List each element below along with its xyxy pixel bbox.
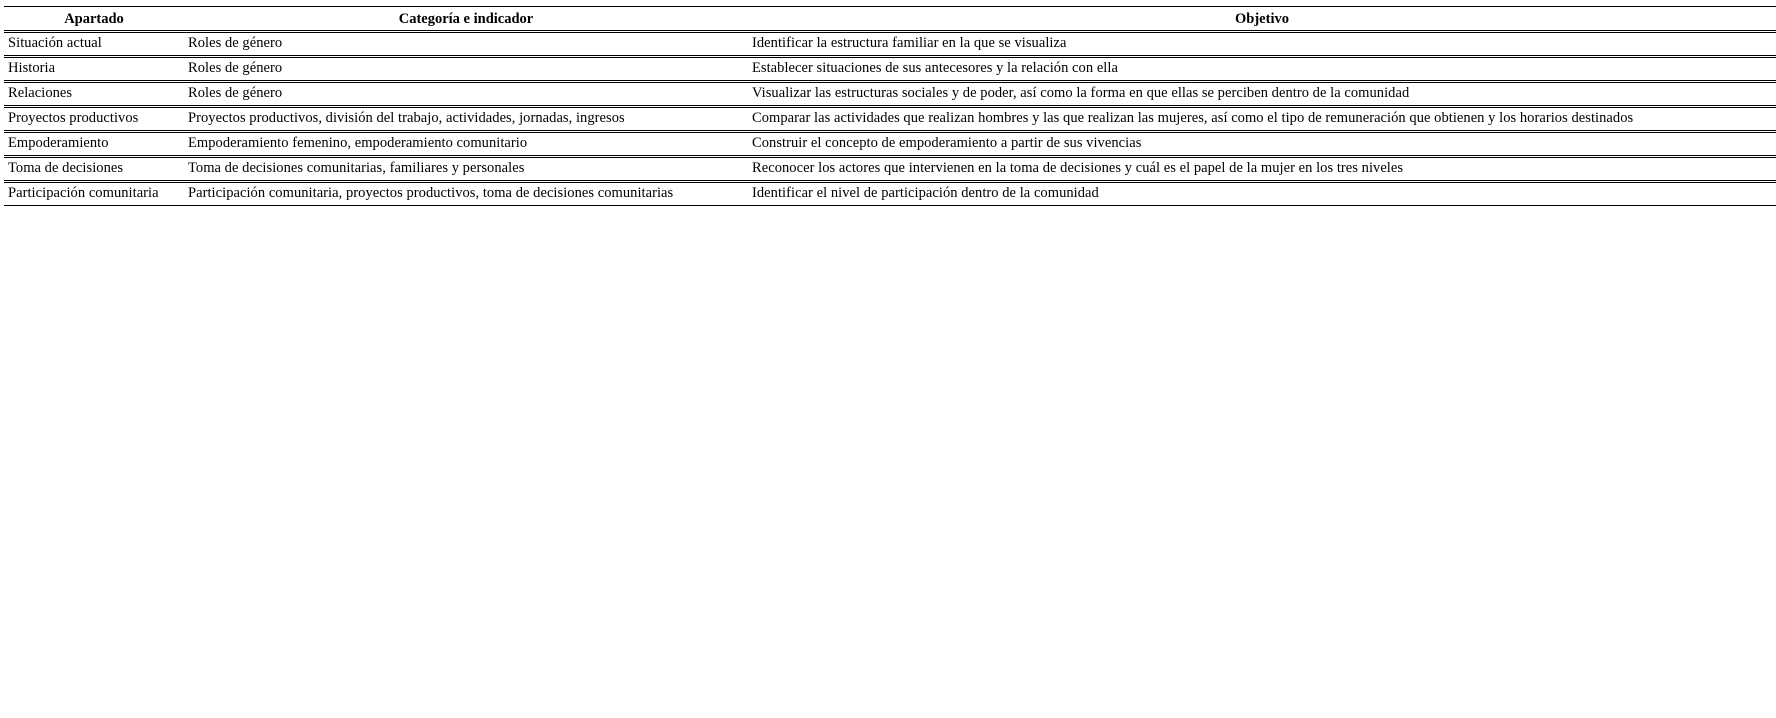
table-row (4, 82, 1776, 107)
cell-objetivo: Identificar el nivel de participación dentro de la comunidad (752, 185, 1099, 202)
header-categoria-indicador: Categoría e indicador (398, 10, 534, 27)
cell-apartado: Proyectos productivos (8, 110, 139, 127)
objectives-table (4, 6, 1776, 206)
cell-apartado: Historia (8, 60, 56, 77)
header-apartado: Apartado (64, 10, 124, 27)
table-row (4, 107, 1776, 132)
cell-categoria: Roles de género (188, 85, 283, 102)
cell-objetivo: Identificar la estructura familiar en la que se visualiza (752, 35, 1067, 52)
table-row (4, 57, 1776, 82)
objectives-table-container (4, 6, 1776, 206)
table-row (4, 157, 1776, 182)
cell-apartado: Toma de decisiones (8, 160, 124, 177)
cell-objetivo: Visualizar las estructuras sociales y de poder, así como la forma en que ellas se perciben dentro de la comunidad (752, 85, 1410, 102)
cell-objetivo: Establecer situaciones de sus antecesores y la relación con ella (752, 60, 1118, 77)
cell-categoria: Proyectos productivos, división del trabajo, actividades, jornadas, ingresos (188, 110, 625, 127)
cell-objetivo: Construir el concepto de empoderamiento a partir de sus vivencias (752, 135, 1142, 152)
cell-objetivo: Reconocer los actores que intervienen en la toma de decisiones y cuál es el papel de la mujer en los tres niveles (752, 160, 1404, 177)
cell-apartado: Empoderamiento (8, 135, 109, 152)
table-body (4, 32, 1776, 206)
cell-apartado: Participación comunitaria (8, 185, 159, 202)
cell-apartado: Relaciones (8, 85, 73, 102)
cell-categoria: Participación comunitaria, proyectos productivos, toma de decisiones comunitarias (188, 185, 674, 202)
header-objetivo: Objetivo (1235, 10, 1289, 27)
table-row (4, 182, 1776, 206)
cell-categoria: Empoderamiento femenino, empoderamiento comunitario (188, 135, 528, 152)
cell-objetivo: Comparar las actividades que realizan hombres y las que realizan las mujeres, así como el tipo de remuneración que obtienen y los horarios destinados (752, 110, 1634, 127)
table-header (4, 7, 1776, 32)
cell-categoria: Toma de decisiones comunitarias, familiares y personales (188, 160, 525, 177)
table-row (4, 132, 1776, 157)
header-row (4, 7, 1776, 32)
cell-apartado: Situación actual (8, 35, 102, 52)
cell-categoria: Roles de género (188, 35, 283, 52)
table-row (4, 32, 1776, 57)
cell-categoria: Roles de género (188, 60, 283, 77)
